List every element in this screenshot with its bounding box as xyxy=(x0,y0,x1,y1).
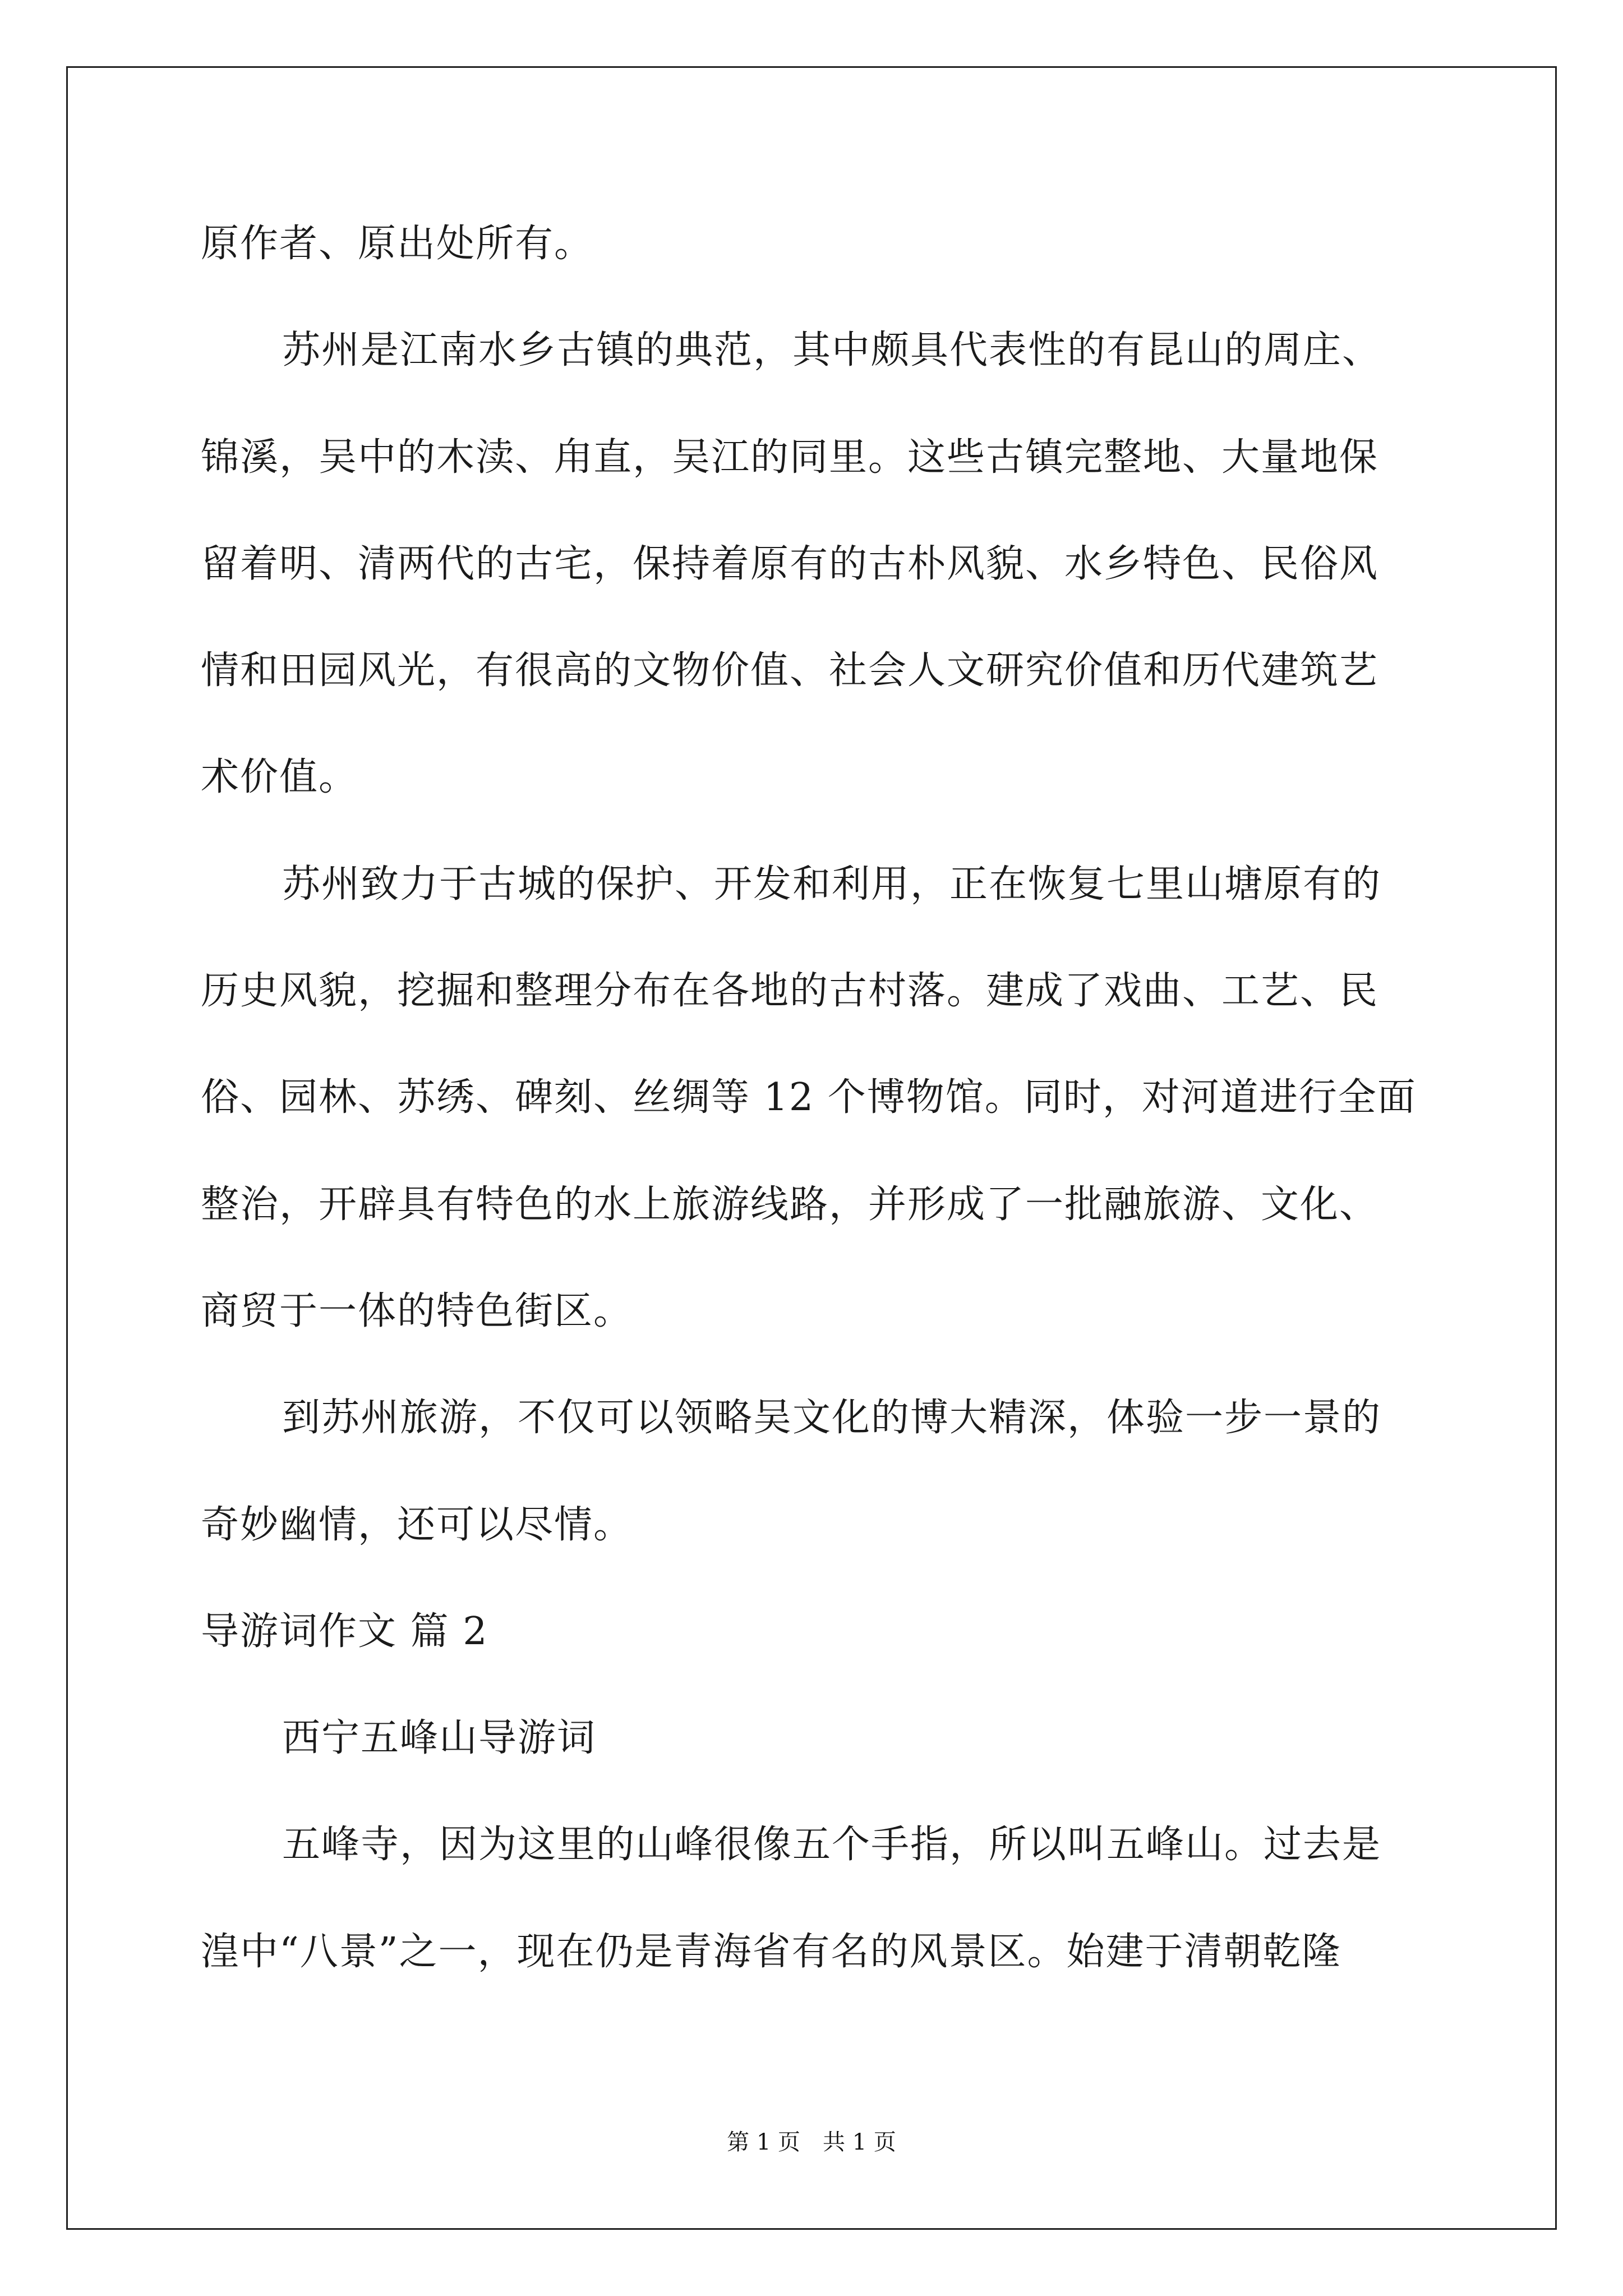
text-line-1: 原作者、原出处所有。 xyxy=(201,222,594,266)
page-number: 第 1 页 xyxy=(727,2129,800,2155)
text-line-5: 情和田园风光，有很高的文物价值、社会人文研究价值和历代建筑艺 xyxy=(201,648,1379,693)
text-line-6: 术价值。 xyxy=(201,755,358,799)
subtitle-line: 西宁五峰山导游词 xyxy=(282,1716,597,1760)
section-heading: 导游词作文 篇 2 xyxy=(201,1609,488,1654)
text-line-12: 到苏州旅游，不仅可以领略吴文化的博大精深，体验一步一景的 xyxy=(282,1396,1382,1440)
page-total: 共 1 页 xyxy=(823,2129,896,2155)
text-line-4: 留着明、清两代的古宅，保持着原有的古朴风貌、水乡特色、民俗风 xyxy=(201,542,1379,586)
text-line-8: 历史风貌，挖掘和整理分布在各地的古村落。建成了戏曲、工艺、民 xyxy=(201,969,1379,1013)
text-line-17: 湟中“八景”之一，现在仍是青海省有名的风景区。始建于清朝乾隆 xyxy=(201,1930,1341,1974)
text-line-10: 整治，开辟具有特色的水上旅游线路，并形成了一批融旅游、文化、 xyxy=(201,1182,1379,1227)
text-line-7: 苏州致力于古城的保护、开发和利用，正在恢复七里山塘原有的 xyxy=(282,862,1382,907)
text-line-13: 奇妙幽情，还可以尽情。 xyxy=(201,1503,633,1547)
text-line-16: 五峰寺，因为这里的山峰很像五个手指，所以叫五峰山。过去是 xyxy=(282,1823,1382,1867)
text-line-3: 锦溪，吴中的木渎、甪直，吴江的同里。这些古镇完整地、大量地保 xyxy=(201,435,1379,480)
text-line-2: 苏州是江南水乡古镇的典范，其中颇具代表性的有昆山的周庄、 xyxy=(282,328,1382,372)
text-line-11: 商贸于一体的特色街区。 xyxy=(201,1289,633,1333)
text-line-9: 俗、园林、苏绣、碑刻、丝绸等 12 个博物馆。同时，对河道进行全面 xyxy=(201,1075,1417,1120)
page-footer xyxy=(0,2129,1623,2156)
page-border xyxy=(66,66,1557,2230)
